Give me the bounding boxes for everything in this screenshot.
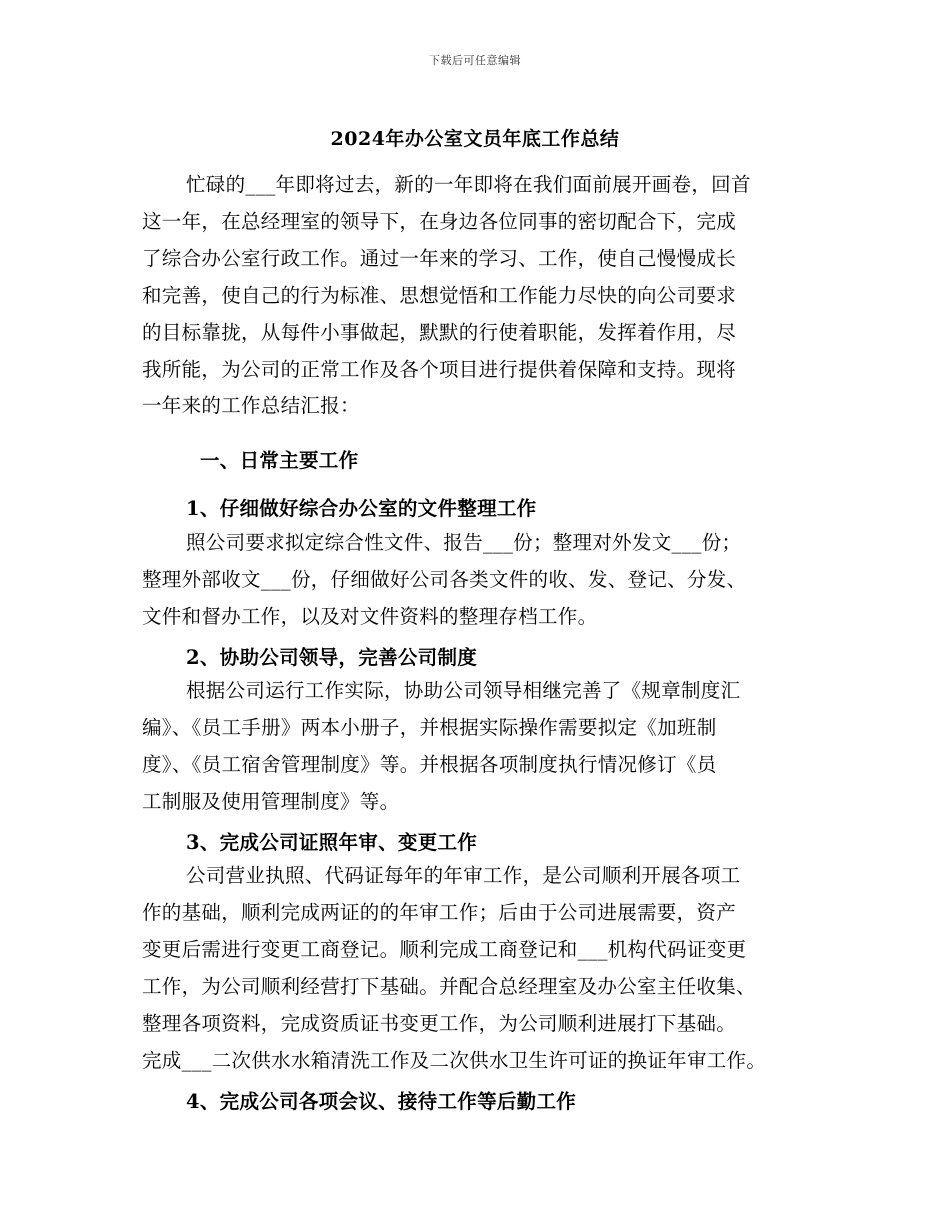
item3-line: 作的基础，顺利完成两证的的年审工作；后由于公司进展需要，资产 xyxy=(142,900,737,924)
item2-line: 根据公司运行工作实际，协助公司领导相继完善了《规章制度汇 xyxy=(186,679,741,702)
item3-line: 工作，为公司顺利经营打下基础。并配合总经理室及办公室主任收集、 xyxy=(142,974,756,998)
item1-line: 整理外部收文___份，仔细做好公司各类文件的收、发、登记、分发、 xyxy=(142,567,747,591)
intro-line: 的目标靠拢，从每件小事做起，默默的行使着职能，发挥着作用，尽 xyxy=(142,320,737,344)
item3-line: 完成___二次供水水箱清洗工作及二次供水卫生许可证的换证年审工作。 xyxy=(142,1048,767,1072)
item-heading-3: 3、完成公司证照年审、变更工作 xyxy=(186,831,478,854)
intro-line: 了综合办公室行政工作。通过一年来的学习、工作，使自己慢慢成长 xyxy=(142,246,737,270)
item-heading-1: 1、仔细做好综合办公室的文件整理工作 xyxy=(186,497,537,520)
item1-line: 照公司要求拟定综合性文件、报告___份；整理对外发文___份； xyxy=(186,531,742,554)
intro-line: 一年来的工作总结汇报： xyxy=(142,394,360,418)
item3-line: 公司营业执照、代码证每年的年审工作，是公司顺利开展各项工 xyxy=(186,864,741,887)
document-title: 2024年办公室文员年底工作总结 xyxy=(330,128,620,150)
item-heading-4: 4、完成公司各项会议、接待工作等后勤工作 xyxy=(186,1090,577,1113)
item2-line: 度》、《员工宿舍管理制度》等。并根据各项制度执行情况修订《员 xyxy=(142,752,717,776)
section-heading-daily-work: 一、日常主要工作 xyxy=(200,449,359,472)
item3-line: 变更后需进行变更工商登记。顺利完成工商登记和___机构代码证变更 xyxy=(142,937,747,961)
item3-paragraph xyxy=(142,858,810,1079)
item2-paragraph xyxy=(142,673,810,821)
item1-line: 文件和督办工作，以及对文件资料的整理存档工作。 xyxy=(142,604,598,628)
item1-paragraph xyxy=(142,525,810,636)
intro-line: 我所能，为公司的正常工作及各个项目进行提供着保障和支持。现将 xyxy=(142,357,737,381)
header-note: 下载后可任意编辑 xyxy=(429,54,521,67)
item2-line: 工制服及使用管理制度》等。 xyxy=(142,789,400,813)
intro-line: 忙碌的___年即将过去，新的一年即将在我们面前展开画卷，回首 xyxy=(186,173,751,196)
item-heading-2: 2、协助公司领导，完善公司制度 xyxy=(186,646,478,669)
intro-paragraph xyxy=(142,167,810,425)
intro-line: 和完善，使自己的行为标准、思想觉悟和工作能力尽快的向公司要求 xyxy=(142,283,737,307)
item3-line: 整理各项资料，完成资质证书变更工作，为公司顺利进展打下基础。 xyxy=(142,1011,737,1035)
intro-line: 这一年，在总经理室的领导下，在身边各位同事的密切配合下，完成 xyxy=(142,209,737,233)
item2-line: 编》、《员工手册》两本小册子，并根据实际操作需要拟定《加班制 xyxy=(142,715,717,739)
